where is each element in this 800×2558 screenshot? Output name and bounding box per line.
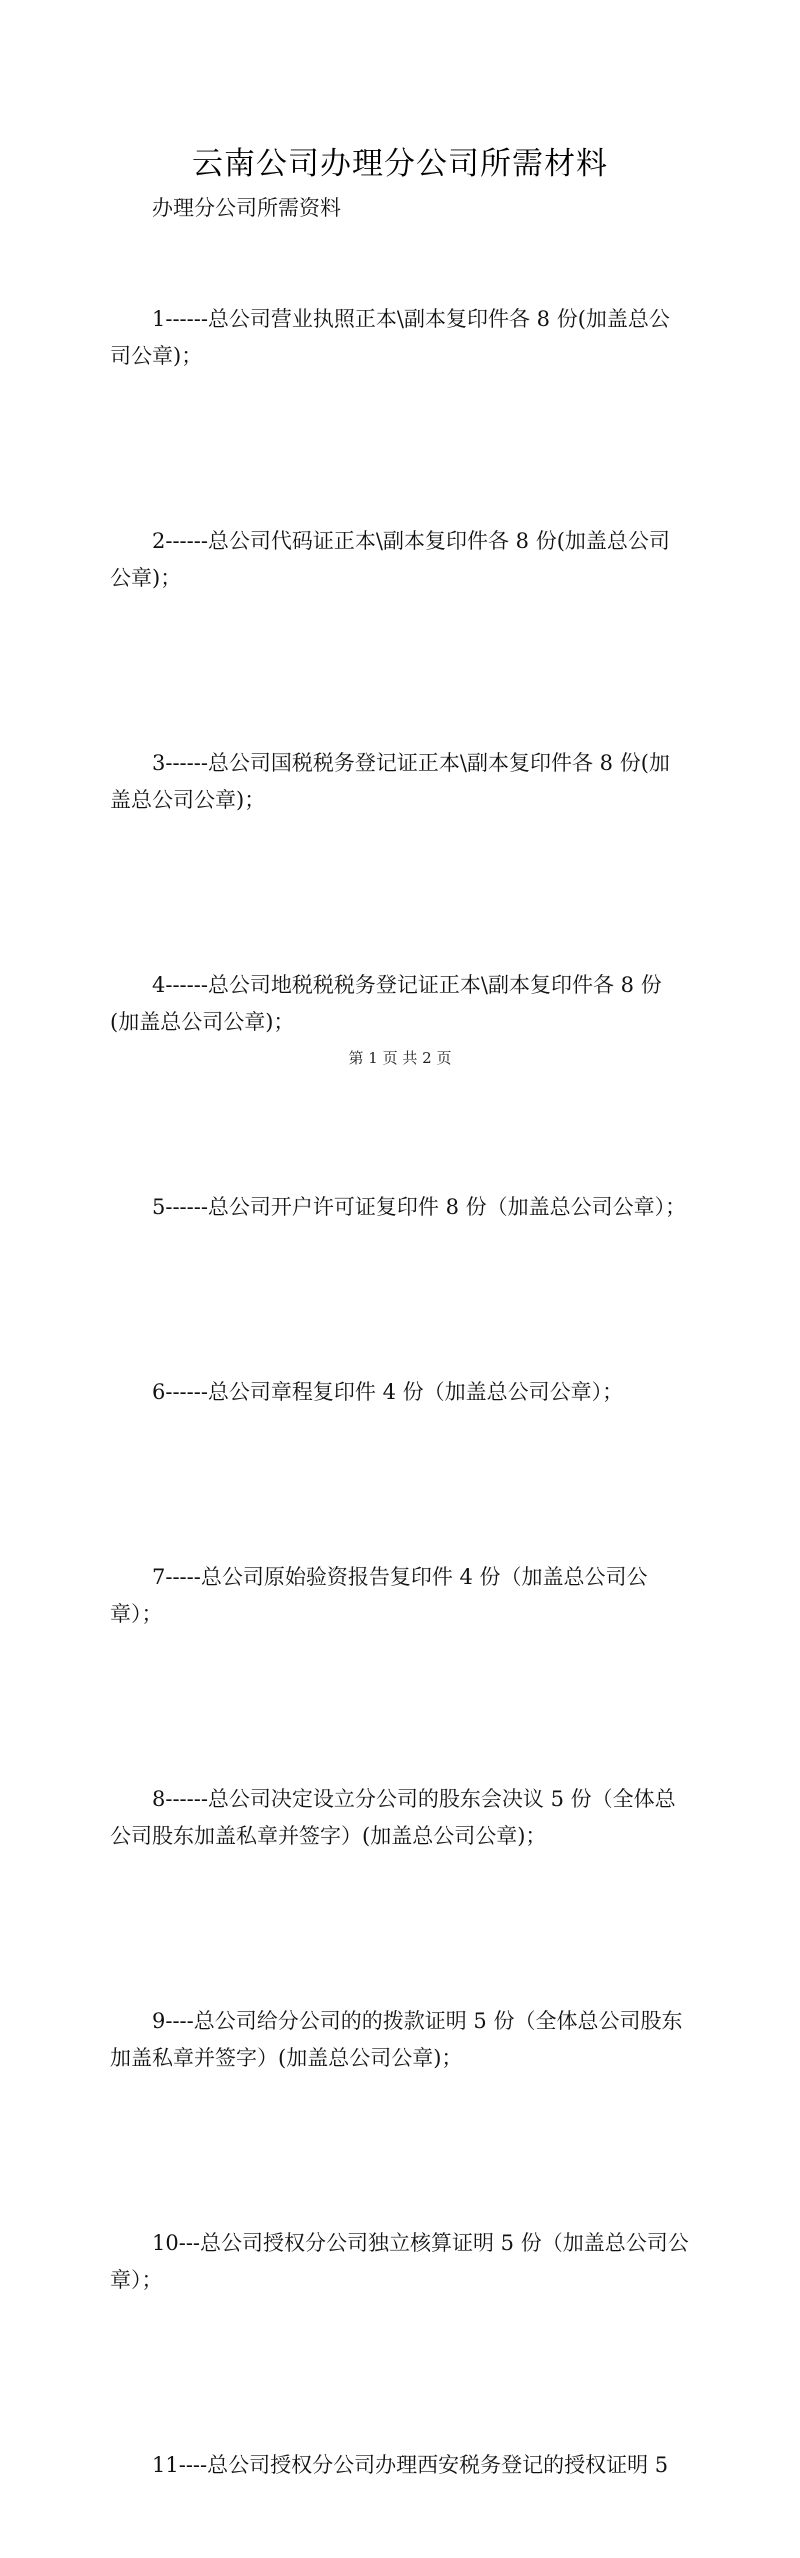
- document-body: [110, 190, 702, 2558]
- list-item-line: 5------总公司开户许可证复印件 8 份（加盖总公司公章）；: [152, 1195, 687, 1219]
- list-item: [110, 2151, 702, 2373]
- document-subtitle: [110, 190, 702, 227]
- document-title: 云南公司办理分公司所需材料: [192, 146, 608, 182]
- list-item-line: 2------总公司代码证正本\副本复印件各 8 份(加盖总公司: [152, 529, 670, 553]
- list-item-line: 章）；: [110, 2268, 163, 2292]
- list-item-line: 司公章)；: [110, 344, 203, 368]
- list-item-line: 公司股东加盖私章并签字）(加盖总公司公章)；: [110, 1824, 547, 1848]
- list-item: [110, 671, 702, 893]
- list-item: [110, 1929, 702, 2151]
- list-item-line: (加盖总公司公章)；: [110, 1010, 295, 1034]
- subtitle-text: 办理分公司所需资料: [152, 196, 341, 220]
- list-item: [110, 2373, 702, 2558]
- list-item: [110, 1300, 702, 1485]
- list-item-line: 章）；: [110, 1602, 163, 1626]
- list-item-line: 公章)；: [110, 566, 182, 590]
- list-item-line: 盖总公司公章)；: [110, 788, 266, 812]
- list-item: [110, 893, 702, 1115]
- list-item-line: 3------总公司国税税务登记证正本\副本复印件各 8 份(加: [152, 751, 670, 775]
- list-item: [110, 1485, 702, 1707]
- list-item: [110, 449, 702, 671]
- list-item-line: 10---总公司授权分公司独立核算证明 5 份（加盖总公司公: [152, 2231, 689, 2255]
- list-item-line: 11----总公司授权分公司办理西安税务登记的授权证明 5: [152, 2453, 669, 2477]
- list-item-line: 9----总公司给分公司的的拨款证明 5 份（全体总公司股东: [152, 2009, 683, 2033]
- list-item: [110, 1707, 702, 1929]
- list-item-line: 6------总公司章程复印件 4 份（加盖总公司公章）；: [152, 1380, 624, 1404]
- list-item-line: 1------总公司营业执照正本\副本复印件各 8 份(加盖总公: [152, 307, 670, 331]
- list-item: [110, 227, 702, 449]
- list-item-line: 7-----总公司原始验资报告复印件 4 份（加盖总公司公: [152, 1565, 648, 1589]
- page-footer: 第 1 页 共 2 页: [348, 1049, 452, 1067]
- list-item-line: 加盖私章并签字）(加盖总公司公章)；: [110, 2046, 463, 2070]
- list-item-line: 4------总公司地税税税务登记证正本\副本复印件各 8 份: [152, 973, 662, 997]
- list-item: [110, 1115, 702, 1300]
- list-item-line: 8------总公司决定设立分公司的股东会决议 5 份（全体总: [152, 1787, 676, 1811]
